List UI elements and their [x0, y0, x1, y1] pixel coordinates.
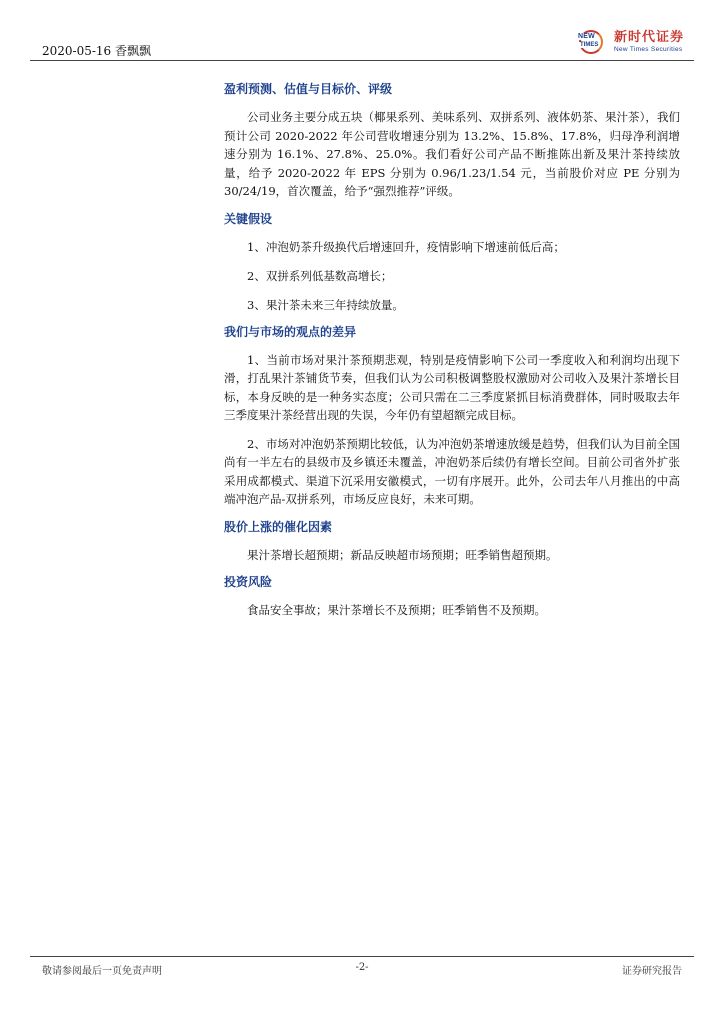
footer-report-type: 证券研究报告 — [622, 966, 682, 977]
logo-name-cn: 新时代证券 — [613, 30, 684, 45]
section-difference — [224, 323, 680, 509]
section-paragraph: 1、当前市场对果汁茶预期悲观，特别是疫情影响下公司一季度收入和利润均出现下滑，打乱果汁茶铺货节奏，但我们认为公司积极调整股权激励对公司收入及果汁茶增长目标，本身反映的是一种务实态度；公司只需在二三季度紧抓目标消费群体，同时吸取去年三季度果汁茶经营出现的失误，今年仍有望超额完成目标。 — [224, 352, 680, 422]
header-date-company: 2020-05-16 香飘飘 — [42, 44, 152, 58]
report-body — [224, 80, 680, 620]
section-paragraph: 果汁茶增长超预期；新品反映超市场预期；旺季销售超预期。 — [247, 547, 558, 562]
section-heading: 盈利预测、估值与目标价、评级 — [224, 82, 393, 96]
page-number: -2- — [355, 962, 369, 973]
logo-mark-times: TIMES — [579, 42, 599, 48]
list-item: 3、果汁茶未来三年持续放量。 — [247, 297, 404, 312]
section-heading: 我们与市场的观点的差异 — [224, 324, 357, 339]
section-heading: 关键假设 — [224, 211, 273, 226]
section-paragraph: 公司业务主要分成五块（椰果系列、美味系列、双拼系列、液体奶茶、果汁茶），我们预计公司 2020-2022 年公司营收增速分别为 13.2%、15.8%、17.8%，归母净利润增速分别为 16.1%、27.8%、25.0%。我们看好公司产品不断推陈出新及果汁茶持续放量，给予 2020-2022 年 EPS 分别为 0.96/1.23/1.54 元，当前股价对应 PE 分别为 30/24/19，首次覆盖，给予“强烈推荐”评级。 — [224, 110, 680, 198]
section-paragraph: 食品安全事故；果汁茶增长不及预期；旺季销售不及预期。 — [247, 603, 546, 617]
section-catalysts — [224, 518, 680, 565]
section-paragraph: 2、市场对冲泡奶茶预期比较低，认为冲泡奶茶增速放缓是趋势，但我们认为目前全国尚有一半左右的县级市及乡镇还未覆盖，冲泡奶茶后续仍有增长空间。目前公司省外扩张采用成都模式、渠道下沉采用安徽模式，一切有序展开。此外，公司去年八月推出的中高端冲泡产品-双拼系列，市场反应良好，未来可期。 — [224, 436, 680, 506]
section-heading: 投资风险 — [224, 575, 273, 589]
section-assumptions — [224, 210, 680, 314]
logo-mark-new: NEW — [577, 33, 595, 40]
page-footer — [30, 956, 694, 987]
list-item: 2、双拼系列低基数高增长； — [247, 268, 393, 283]
page-header — [30, 0, 694, 61]
list-item: 1、冲泡奶茶升级换代后增速回升，疫情影响下增速前低后高； — [247, 239, 565, 254]
logo-emblem-icon — [577, 30, 611, 56]
section-risks — [224, 573, 680, 620]
section-forecast — [224, 80, 680, 201]
company-logo — [577, 30, 684, 56]
section-heading: 股价上涨的催化因素 — [224, 519, 333, 534]
footer-disclaimer-note: 敬请参阅最后一页免责声明 — [42, 966, 162, 977]
logo-name-en: New Times Securities — [613, 46, 683, 53]
